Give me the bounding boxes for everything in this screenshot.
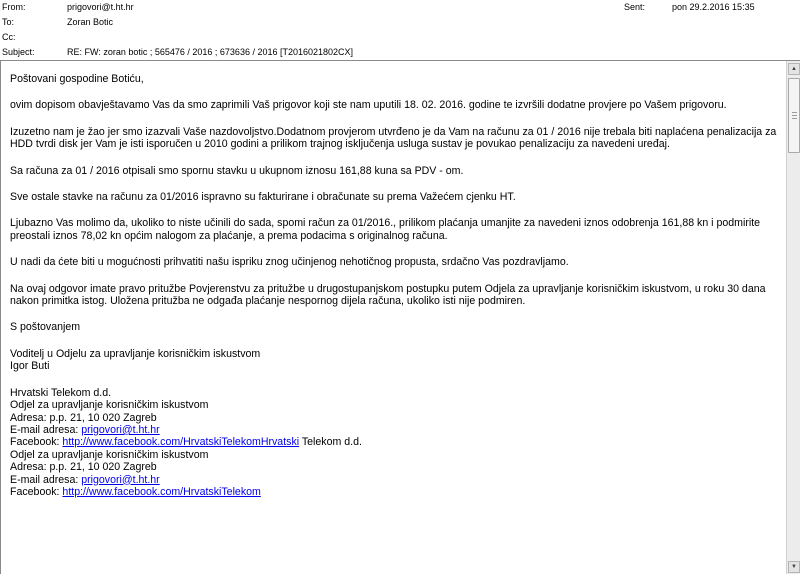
signature bbox=[10, 348, 786, 373]
subject-value: RE: FW: zoran botic ; 565476 / 2016 ; 673636 / 2016 [T2016021802CX] bbox=[67, 47, 354, 57]
facebook-line bbox=[10, 436, 786, 448]
facebook-link-repeat[interactable]: http://www.facebook.com/HrvatskiTelekom bbox=[62, 485, 261, 498]
company-name: Hrvatski Telekom d.d. bbox=[10, 386, 112, 399]
paragraph-writeoff: Sa računa za 01 / 2016 otpisali smo spornu stavku u ukupnom iznosu 161,88 kuna sa PDV - om. bbox=[10, 164, 464, 177]
closing: S poštovanjem bbox=[10, 321, 81, 334]
facebook-label-repeat: Facebook: bbox=[10, 485, 63, 498]
email-link-repeat[interactable]: prigovori@t.ht.hr bbox=[81, 473, 160, 486]
message-header bbox=[0, 0, 800, 60]
email-line-repeat bbox=[10, 474, 786, 486]
scrollbar-thumb[interactable] bbox=[788, 78, 800, 153]
paragraph-received: ovim dopisom obavještavamo Vas da smo zaprimili Vaš prigovor koji ste nam uputili 18. 02. 2016. godine te izvršili dodatne provjere po Vašem prigovoru. bbox=[10, 99, 727, 112]
paragraph-payment: Ljubazno Vas molimo da, ukoliko to niste učinili do sada, spomi račun za 01/2016., prilikom plaćanja umanjite za navedeni iznos odobrenja 161,88 kn i podmirite preostali iznos 78,02 kn općim nalogom za plaćanje, a prema podacima s originalnog računa. bbox=[10, 217, 761, 242]
company-info bbox=[10, 387, 786, 499]
email-line bbox=[10, 424, 786, 436]
from-label: From: bbox=[2, 2, 26, 12]
department: Odjel za upravljanje korisničkim iskustvom bbox=[10, 399, 209, 412]
signature-name: Igor Buti bbox=[10, 360, 50, 373]
sent-value: pon 29.2.2016 15:35 bbox=[672, 2, 755, 12]
greeting: Poštovani gospodine Botiću, bbox=[10, 73, 144, 85]
message-body bbox=[10, 73, 786, 512]
sent-label: Sent: bbox=[624, 2, 646, 12]
thumb-grip-icon bbox=[792, 118, 797, 119]
paragraph-apology: Izuzetno nam je žao jer smo izazvali Vaše nazdovoljstvo.Dodatnom provjerom utvrđeno je da Vam na računu za 01 / 2016 nije trebala biti naplaćena penalizacija za HDD tvrdi disk jer Vam je isti isporučen u 2010 godini a prilikom trajnog isključenja usluga sustav je povukao penalizaciju za navedeni uređaj. bbox=[10, 125, 777, 151]
message-body-frame[interactable] bbox=[0, 60, 800, 574]
subject-label: Subject: bbox=[2, 47, 35, 57]
facebook-label: Facebook: bbox=[10, 436, 63, 449]
chevron-down-icon[interactable]: ▼ bbox=[788, 561, 800, 573]
subject-row bbox=[0, 45, 800, 60]
facebook-suffix: Telekom d.d. bbox=[299, 436, 362, 449]
email-link[interactable]: prigovori@t.ht.hr bbox=[81, 423, 160, 436]
to-row bbox=[0, 15, 800, 30]
department-repeat: Odjel za upravljanje korisničkim iskustvom bbox=[10, 448, 209, 461]
paragraph-other-items: Sve ostale stavke na računu za 01/2016 ispravno su fakturirane i obračunate su prema Važećem cjenku HT. bbox=[10, 191, 516, 204]
from-value[interactable]: prigovori@t.ht.hr bbox=[67, 2, 134, 12]
facebook-line-repeat bbox=[10, 486, 786, 498]
paragraph-hope: U nadi da ćete biti u mogućnosti prihvatiti našu ispriku znog učinjenog nehotičnog propusta, srdačno Vas pozdravljamo. bbox=[10, 256, 569, 269]
facebook-link[interactable]: http://www.facebook.com/HrvatskiTelekomHrvatski bbox=[62, 436, 300, 449]
vertical-scrollbar[interactable] bbox=[786, 61, 800, 574]
thumb-grip-icon bbox=[792, 112, 797, 113]
to-value[interactable]: Zoran Botic bbox=[67, 17, 114, 27]
thumb-grip-icon bbox=[792, 115, 797, 116]
cc-row bbox=[0, 30, 800, 45]
chevron-up-icon[interactable]: ▲ bbox=[788, 63, 800, 75]
to-label: To: bbox=[2, 17, 15, 27]
email-label-repeat: E-mail adresa: bbox=[10, 473, 82, 486]
address: Adresa: p.p. 21, 10 020 Zagreb bbox=[10, 411, 157, 424]
paragraph-complaint-right: Na ovaj odgovor imate pravo pritužbe Povjerenstvu za pritužbe u drugostupanjskom postupku putem Odjela za upravljanje korisničkim iskustvom, u roku 30 dana nakon primitka istog. Uložena pritužba ne odgađa plaćanje nespornog dijela računa, ukoliko isti nije podmiren. bbox=[10, 282, 766, 308]
signature-title: Voditelj u Odjelu za upravljanje korisničkim iskustvom bbox=[10, 347, 261, 360]
email-label: E-mail adresa: bbox=[10, 423, 82, 436]
address-repeat: Adresa: p.p. 21, 10 020 Zagreb bbox=[10, 461, 157, 474]
cc-label: Cc: bbox=[2, 32, 16, 42]
